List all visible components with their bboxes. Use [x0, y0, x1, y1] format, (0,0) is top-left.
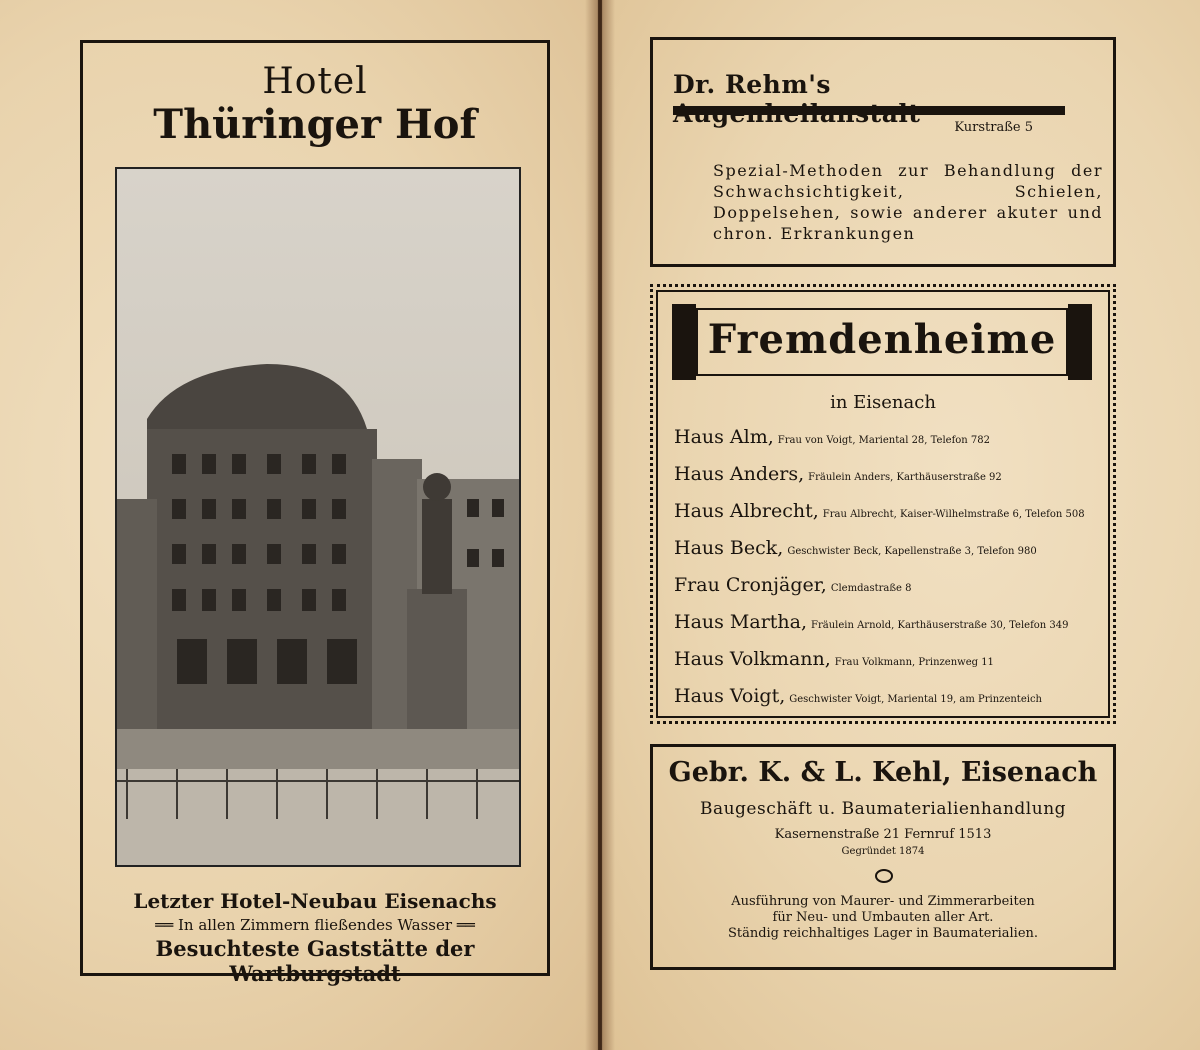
- fremdenheime-entry: [674, 463, 1002, 485]
- entry-name: Haus Voigt,: [674, 685, 786, 707]
- book-gutter: [585, 0, 615, 1050]
- entry-details: Fräulein Arnold, Karthäuserstraße 30, Telefon 349: [811, 620, 1069, 631]
- fremdenheime-advertisement: [650, 284, 1116, 724]
- fremdenheime-subtitle: in Eisenach: [830, 392, 936, 413]
- rehm-advertisement: [650, 37, 1116, 267]
- entry-details: Geschwister Beck, Kapellenstraße 3, Telefon 980: [787, 546, 1037, 557]
- entry-name: Haus Beck,: [674, 537, 784, 559]
- kehl-address: Kasernenstraße 21 Fernruf 1513: [774, 827, 992, 842]
- entry-name: Haus Albrecht,: [674, 500, 819, 522]
- entry-details: Geschwister Voigt, Mariental 19, am Prinzenteich: [789, 694, 1042, 705]
- banner-frame: [696, 308, 1068, 376]
- ornament-icon: [875, 869, 893, 883]
- fremdenheime-entry: [674, 574, 911, 596]
- rehm-title: Dr. Rehm's: [673, 70, 832, 99]
- entry-details: Fräulein Anders, Karthäuserstraße 92: [808, 472, 1002, 483]
- kehl-advertisement: [650, 744, 1116, 970]
- rehm-address: Kurstraße 5: [954, 120, 1033, 135]
- kehl-title: Gebr. K. & L. Kehl, Eisenach: [668, 757, 1098, 788]
- entry-details: Frau Albrecht, Kaiser-Wilhelmstraße 6, Telefon 508: [822, 509, 1085, 520]
- hotel-building-image: [117, 169, 519, 865]
- hotel-caption-line2: ══ In allen Zimmern fließendes Wasser ══: [155, 916, 475, 934]
- fremdenheime-entry: [674, 685, 1042, 707]
- kehl-services-line1: Ausführung von Maurer- und Zimmerarbeiten: [731, 894, 1035, 909]
- hotel-caption-line1: Letzter Hotel-Neubau Eisenachs: [133, 889, 497, 913]
- entry-name: Haus Alm,: [674, 426, 774, 448]
- hotel-caption-line3: Besuchteste Gaststätte der Wartburgstadt: [155, 936, 475, 986]
- kehl-services: [653, 894, 1113, 942]
- fremdenheime-title: Fremdenheime: [707, 316, 1057, 363]
- rehm-underline-bar: [673, 106, 1065, 115]
- fremdenheime-entry: [674, 611, 1069, 633]
- hotel-title-line2: Thüringer Hof: [153, 101, 477, 148]
- banner-cap-right: [1068, 304, 1092, 380]
- fremdenheime-entry: [674, 537, 1037, 559]
- entry-name: Haus Martha,: [674, 611, 808, 633]
- kehl-services-line2: für Neu- und Umbauten aller Art.: [772, 910, 994, 925]
- hotel-advertisement: [80, 40, 550, 986]
- entry-name: Haus Volkmann,: [674, 648, 831, 670]
- kehl-founded: Gegründet 1874: [841, 846, 925, 857]
- entry-details: Frau Volkmann, Prinzenweg 11: [834, 657, 994, 668]
- left-page: [0, 0, 598, 1050]
- fremdenheime-entry: [674, 426, 990, 448]
- kehl-business: Baugeschäft u. Baumaterialienhandlung: [699, 799, 1067, 819]
- fremdenheime-banner: [672, 304, 1092, 380]
- rehm-description: Spezial-Methoden zur Behandlung der Schwachsichtigkeit, Schielen, Doppelsehen, sowie anderer akuter und chron. Erkrankungen: [713, 161, 1103, 243]
- entry-details: Clemdastraße 8: [830, 583, 912, 594]
- kehl-services-line3: Ständig reichhaltiges Lager in Baumaterialien.: [727, 926, 1039, 941]
- fremdenheime-entry: [674, 500, 1085, 522]
- fremdenheime-entry: [674, 648, 994, 670]
- entry-name: Frau Cronjäger,: [674, 574, 827, 596]
- hotel-title-line1: Hotel: [262, 61, 368, 102]
- banner-cap-left: [672, 304, 696, 380]
- entry-name: Haus Anders,: [674, 463, 805, 485]
- hotel-photo: [115, 167, 521, 867]
- entry-details: Frau von Voigt, Mariental 28, Telefon 782: [777, 435, 991, 446]
